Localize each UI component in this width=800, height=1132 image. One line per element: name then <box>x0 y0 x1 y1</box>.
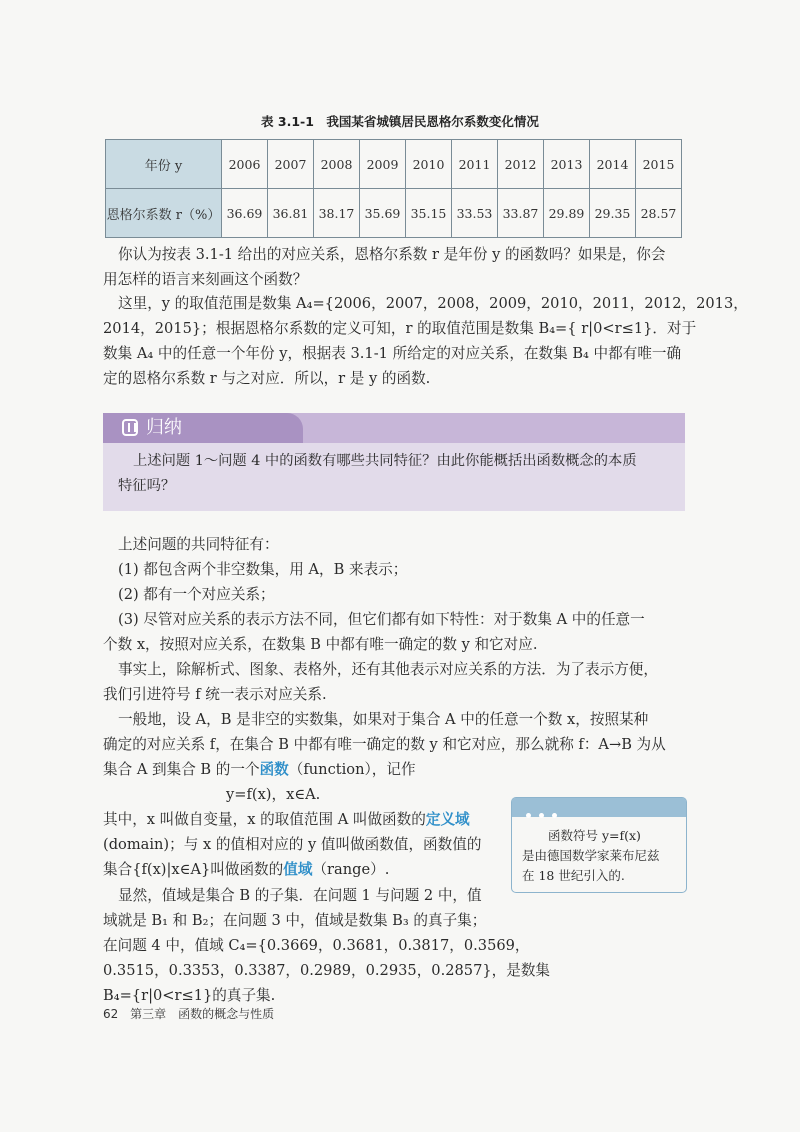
text-line: 这里，y 的取值范围是数集 A₄={2006，2007，2008，2009，2010，2011，2012，2013， <box>118 295 748 312</box>
fact-paragraph <box>103 657 658 707</box>
coef-header: 恩格尔系数 r（%） <box>106 189 222 238</box>
text-span: 其中，x 叫做自变量，x 的取值范围 A 叫做函数的 <box>103 811 426 828</box>
year-cell: 2015 <box>636 140 682 189</box>
text-line: (domain)；与 x 的值相对应的 y 值叫做函数值，函数值的 <box>103 836 482 853</box>
text-line: 确定的对应关系 f，在集合 B 中都有唯一确定的数 y 和它对应，那么就称 f：A→B 为从 <box>103 736 666 753</box>
text-line: 2014，2015}；根据恩格尔系数的定义可知，r 的取值范围是数集 B₄={ r|0<r≤1}．对于 <box>103 320 697 337</box>
term-domain: 定义域 <box>425 811 470 828</box>
year-cell: 2012 <box>498 140 544 189</box>
margin-note <box>511 797 687 893</box>
coef-cell: 35.15 <box>406 189 452 238</box>
text-line: 0.3515，0.3353，0.3387，0.2989，0.2935，0.2857}，是数集 <box>103 962 551 979</box>
question-paragraph <box>103 242 666 292</box>
coef-cell: 33.87 <box>498 189 544 238</box>
induct-title: 归纳 <box>146 417 182 438</box>
coef-cell: 36.69 <box>222 189 268 238</box>
table-row-coefficients <box>106 189 682 238</box>
year-cell: 2014 <box>590 140 636 189</box>
text-line: 一般地，设 A，B 是非空的实数集，如果对于集合 A 中的任意一个数 x，按照某种 <box>118 711 649 728</box>
note-header <box>512 798 686 817</box>
text-line <box>103 807 481 832</box>
coef-cell: 28.57 <box>636 189 682 238</box>
coef-cell: 38.17 <box>314 189 360 238</box>
table-caption: 表 3.1-1 我国某省城镇居民恩格尔系数变化情况 <box>261 114 539 129</box>
term-range: 值域 <box>283 861 313 878</box>
text-line: 上述问题的共同特征有： <box>118 536 279 553</box>
domain-paragraph <box>103 807 481 882</box>
note-text <box>512 826 686 886</box>
explanation-paragraph <box>103 291 748 391</box>
coef-cell: 29.35 <box>590 189 636 238</box>
year-cell: 2008 <box>314 140 360 189</box>
text-line: 你认为按表 3.1-1 给出的对应关系，恩格尔系数 r 是年份 y 的函数吗？如果是，你会 <box>118 246 666 263</box>
text-line: 显然，值域是集合 B 的子集．在问题 1 与问题 2 中，值 <box>118 887 482 904</box>
page-number: 62 <box>103 1007 119 1021</box>
table-row-years <box>106 140 682 189</box>
range-paragraph <box>103 883 551 1008</box>
text-line <box>103 757 666 782</box>
function-formula: y=f(x)，x∈A. <box>226 786 321 803</box>
text-span: （function），记作 <box>288 761 416 778</box>
year-cell: 2006 <box>222 140 268 189</box>
text-line: 上述问题 1～问题 4 中的函数有哪些共同特征？由此你能概括出函数概念的本质 <box>133 453 637 469</box>
text-line: 事实上，除解析式、图象、表格外，还有其他表示对应关系的方法．为了表示方便， <box>118 661 658 678</box>
list-item: (3) 尽管对应关系的表示方法不同，但它们都有如下特性：对于数集 A 中的任意一 <box>118 611 645 628</box>
text-line: B₄={r|0<r≤1}的真子集. <box>103 987 276 1004</box>
text-line: 在 18 世纪引入的. <box>522 868 625 883</box>
text-line: 是由德国数学家莱布尼兹 <box>522 848 660 863</box>
text-line: 在问题 4 中，值域 C₄={0.3669，0.3681，0.3817，0.3569， <box>103 937 530 954</box>
text-span: 集合{f(x)|x∈A}叫做函数的 <box>103 861 284 878</box>
year-cell: 2013 <box>544 140 590 189</box>
text-line <box>103 857 481 882</box>
year-cell: 2011 <box>452 140 498 189</box>
induct-box <box>103 443 685 511</box>
dots-icon <box>526 803 565 822</box>
engel-table <box>105 139 682 238</box>
text-line: 我们引进符号 f 统一表示对应关系. <box>103 686 327 703</box>
common-features <box>103 532 645 657</box>
year-cell: 2009 <box>360 140 406 189</box>
year-cell: 2007 <box>268 140 314 189</box>
term-function: 函数 <box>259 761 289 778</box>
text-line: 特征吗？ <box>118 478 176 494</box>
list-item: (1) 都包含两个非空数集，用 A，B 来表示； <box>118 561 408 578</box>
year-header: 年份 y <box>106 140 222 189</box>
year-cell: 2010 <box>406 140 452 189</box>
list-item: (2) 都有一个对应关系； <box>118 586 275 603</box>
chapter-title: 第三章 函数的概念与性质 <box>130 1007 275 1021</box>
page-footer <box>103 1005 274 1022</box>
definition-paragraph <box>103 707 666 807</box>
coef-cell: 33.53 <box>452 189 498 238</box>
coef-cell: 29.89 <box>544 189 590 238</box>
text-line: 数集 A₄ 中的任意一个年份 y，根据表 3.1-1 所给定的对应关系，在数集 B₄ 中都有唯一确 <box>103 345 682 362</box>
text-line: 个数 x，按照对应关系，在数集 B 中都有唯一确定的数 y 和它对应. <box>103 636 538 653</box>
text-span: （range）. <box>312 861 390 878</box>
text-line: 域就是 B₁ 和 B₂；在问题 3 中，值域是数集 B₃ 的真子集； <box>103 912 487 929</box>
text-span: 集合 A 到集合 B 的一个 <box>103 761 260 778</box>
text-line: 用怎样的语言来刻画这个函数？ <box>103 271 308 288</box>
coef-cell: 35.69 <box>360 189 406 238</box>
text-line: 函数符号 y=f(x) <box>548 828 641 843</box>
coef-cell: 36.81 <box>268 189 314 238</box>
text-line: 定的恩格尔系数 r 与之对应．所以，r 是 y 的函数. <box>103 370 431 387</box>
book-icon <box>122 419 138 436</box>
